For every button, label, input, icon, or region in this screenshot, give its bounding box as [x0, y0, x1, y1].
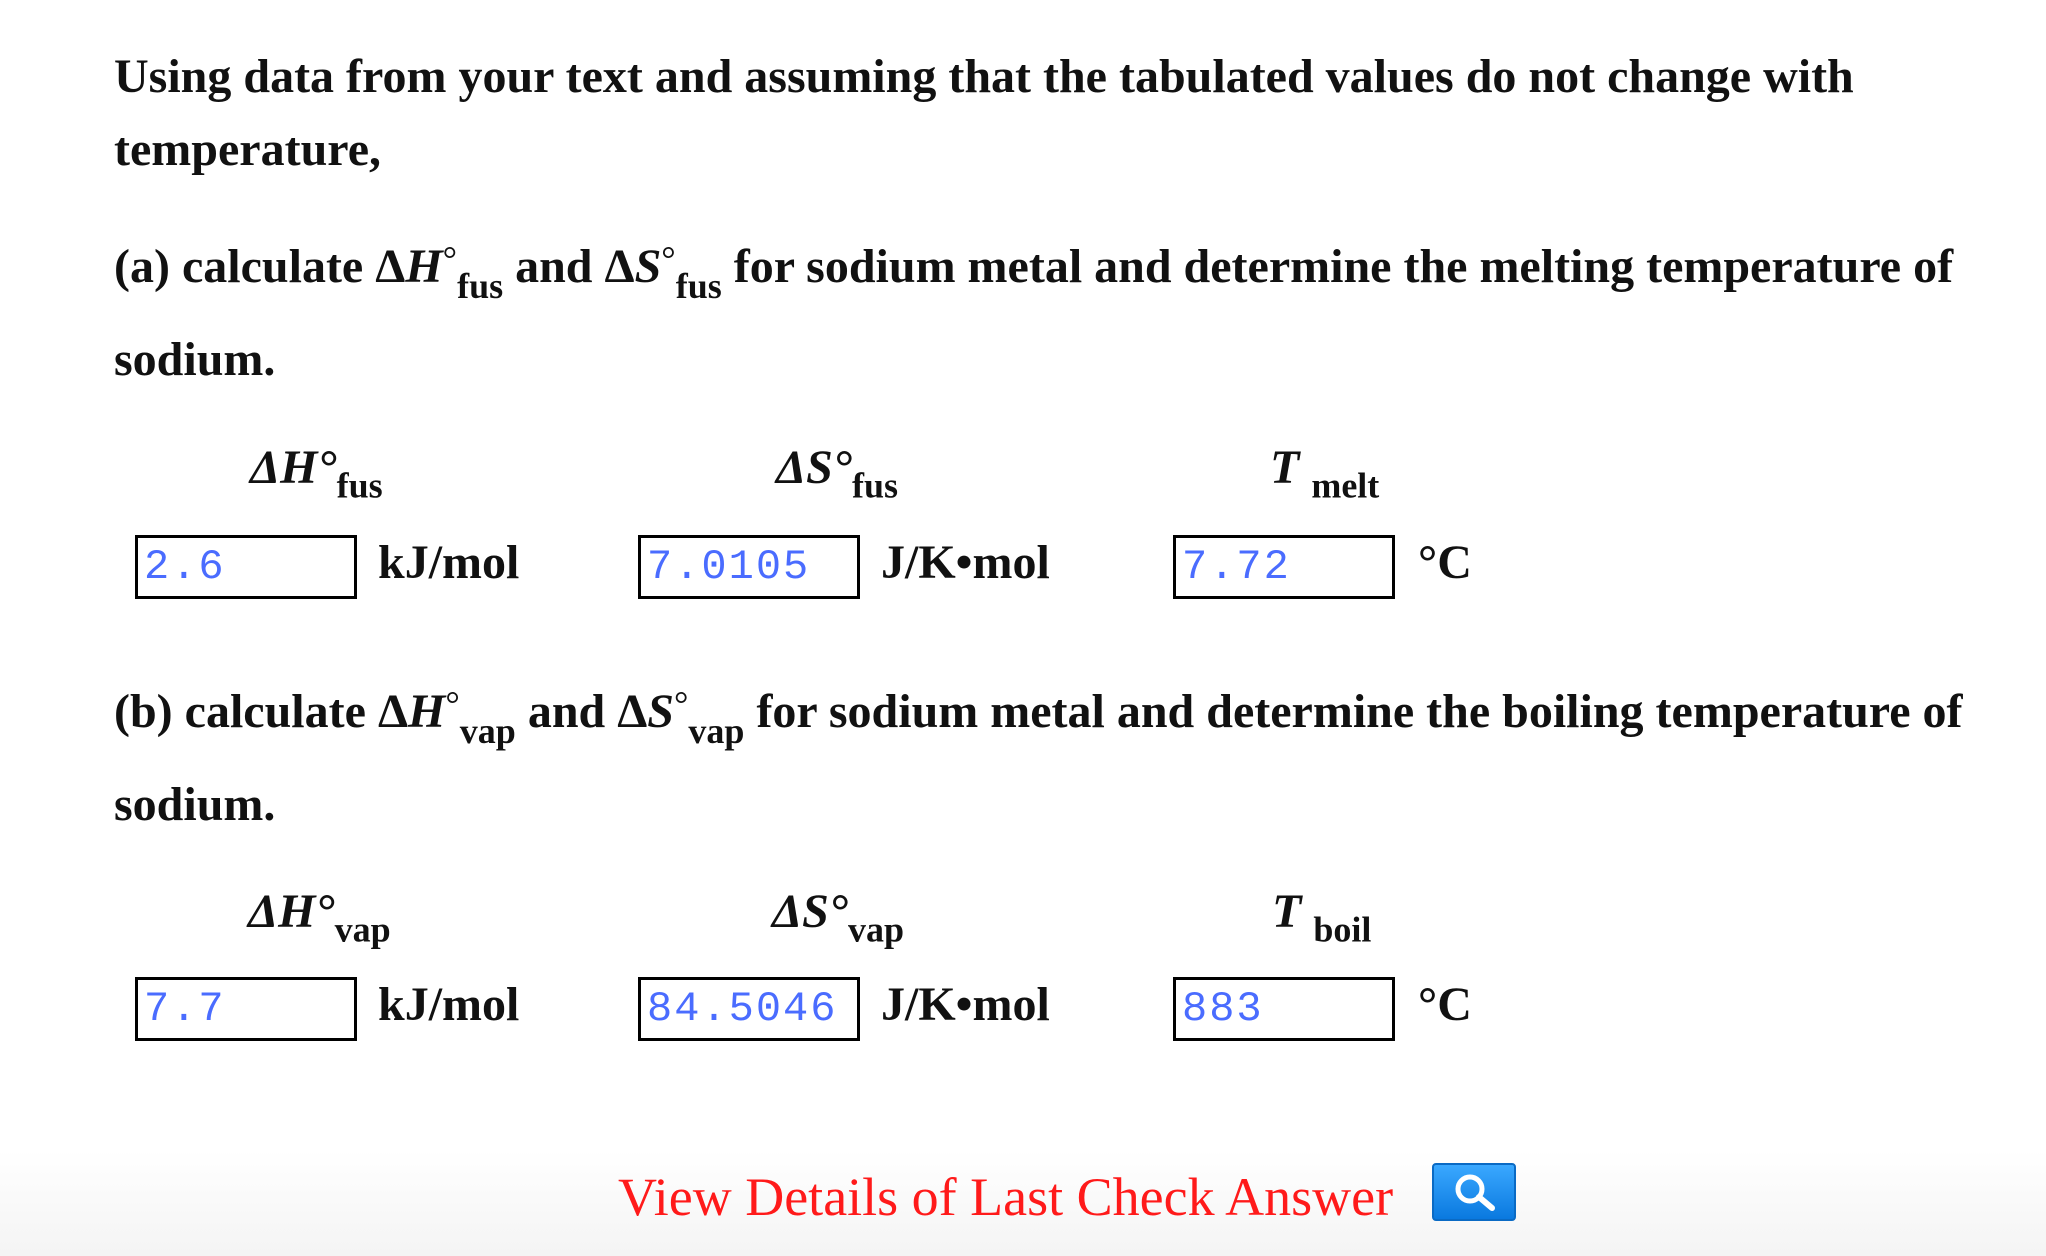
- part-b-h-degree: °: [445, 684, 460, 724]
- t-melt-unit: °C: [1418, 536, 1472, 589]
- header-t-boil-symbol: T: [1272, 885, 1302, 938]
- part-a-suffix: for sodium metal and determine the melting temperature of sodium.: [114, 239, 1954, 386]
- ds-vap-input[interactable]: 84.5046: [638, 977, 860, 1041]
- ds-vap-unit: J/K•mol: [881, 978, 1050, 1031]
- part-b-h-sub: vap: [459, 710, 516, 751]
- header-ds-fus-symbol: ΔS°: [776, 441, 852, 494]
- header-t-melt-symbol: T: [1270, 441, 1300, 494]
- ds-fus-input[interactable]: 7.0105: [638, 535, 860, 599]
- part-b-h-symbol: H: [408, 684, 446, 738]
- header-ds-vap: [772, 884, 904, 950]
- part-a-s-sub: fus: [675, 265, 722, 306]
- header-dh-fus-sub: fus: [336, 465, 383, 506]
- part-a-and: and: [503, 239, 605, 293]
- intro-text: [114, 40, 2014, 186]
- t-melt-input[interactable]: 7.72: [1173, 535, 1395, 599]
- dh-vap-unit: kJ/mol: [378, 978, 520, 1031]
- header-dh-fus-symbol: ΔH°: [250, 441, 337, 494]
- part-a-s-symbol: S: [634, 239, 662, 293]
- header-dh-vap-sub: vap: [334, 909, 391, 950]
- dh-vap-input[interactable]: 7.7: [135, 977, 357, 1041]
- header-t-boil: [1272, 884, 1371, 950]
- dh-fus-input[interactable]: 2.6: [135, 535, 357, 599]
- header-dh-vap: [248, 884, 391, 950]
- header-ds-vap-symbol: ΔS°: [772, 885, 848, 938]
- header-ds-fus-sub: fus: [851, 465, 899, 506]
- part-b-s-symbol: S: [647, 684, 674, 738]
- part-b-and: and: [515, 684, 618, 738]
- part-a-h-sub: fus: [457, 265, 504, 306]
- header-t-melt: [1270, 440, 1379, 506]
- t-boil-input[interactable]: 883: [1173, 977, 1395, 1041]
- part-a-prefix: (a) calculate: [114, 239, 376, 293]
- t-boil-unit: °C: [1418, 978, 1472, 1031]
- header-dh-vap-symbol: ΔH°: [248, 885, 335, 938]
- part-b-prefix: (b) calculate: [114, 684, 378, 738]
- part-b-suffix: for sodium metal and determine the boiling temperature of sodium.: [114, 684, 1963, 831]
- magnifier-icon[interactable]: [1432, 1163, 1516, 1221]
- part-a-h-symbol: H: [405, 239, 443, 293]
- ds-fus-unit: J/K•mol: [881, 536, 1050, 589]
- part-b-prompt: [114, 668, 2014, 841]
- part-a-s-degree: °: [661, 239, 676, 279]
- part-a-h-degree: °: [442, 239, 458, 279]
- header-ds-fus: [776, 440, 898, 506]
- part-b-s-sub: vap: [688, 710, 745, 751]
- part-b-delta-h: Δ: [377, 684, 409, 738]
- magnifier-icon-graphic: [1434, 1165, 1514, 1219]
- header-dh-fus: [250, 440, 383, 506]
- part-a-prompt: [114, 223, 2014, 396]
- part-a-delta-h: Δ: [375, 239, 406, 293]
- part-b-delta-s: Δ: [617, 684, 648, 738]
- dh-fus-unit: kJ/mol: [378, 536, 520, 589]
- intro-line: Using data from your text and assuming that the tabulated values do not change with temperature,: [114, 50, 1854, 176]
- header-t-melt-sub: melt: [1311, 465, 1380, 506]
- part-b-s-degree: °: [674, 684, 689, 724]
- header-ds-vap-sub: vap: [847, 909, 905, 950]
- part-a-delta-s: Δ: [604, 239, 635, 293]
- header-t-boil-sub: boil: [1313, 909, 1372, 950]
- view-details-link[interactable]: View Details of Last Check Answer: [618, 1167, 1394, 1227]
